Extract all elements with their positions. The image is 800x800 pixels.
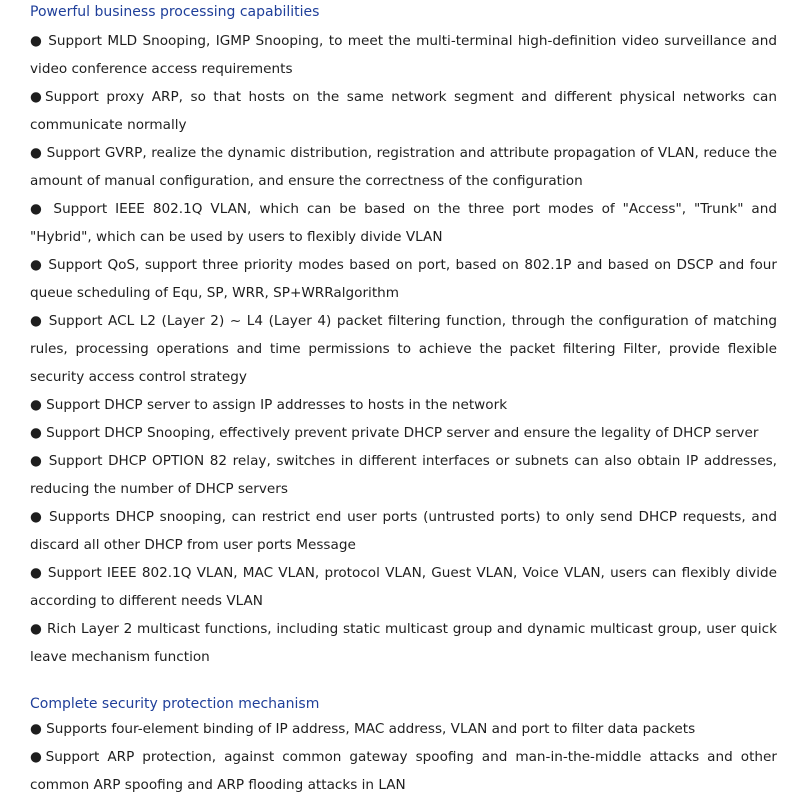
bullet-item: ● Support GVRP, realize the dynamic distribution, registration and attribute propagation of VLAN, reduce the amount of manual configuration, and ensure the correctness of the configuration — [30, 145, 777, 189]
bullet-item: ● Support MLD Snooping, IGMP Snooping, to meet the multi-terminal high-definition video surveillance and video conference access requirements — [30, 33, 777, 77]
section-title: Complete security protection mechanism — [30, 696, 320, 712]
bullet-item: ● Supports four-element binding of IP address, MAC address, VLAN and port to filter data packets — [30, 721, 696, 737]
bullet-item: ● Support ACL L2 (Layer 2) ~ L4 (Layer 4) packet filtering function, through the configuration of matching rules, processing operations and time permissions to achieve the packet filtering Filter, provide flexible security access control strategy — [30, 313, 777, 385]
bullet-item: ● Support IEEE 802.1Q VLAN, MAC VLAN, protocol VLAN, Guest VLAN, Voice VLAN, users can flexibly divide according to different needs VLAN — [30, 565, 777, 609]
bullet-item: ● Support QoS, support three priority modes based on port, based on 802.1P and based on DSCP and four queue scheduling of Equ, SP, WRR, SP+WRRalgorithm — [30, 257, 777, 301]
bullet-item: ● Support DHCP Snooping, effectively prevent private DHCP server and ensure the legality of DHCP server — [30, 425, 759, 441]
section-title: Powerful business processing capabilities — [30, 4, 320, 20]
bullet-item: ● Support DHCP OPTION 82 relay, switches in different interfaces or subnets can also obtain IP addresses, reducing the number of DHCP servers — [30, 453, 777, 497]
bullet-item: ● Support IEEE 802.1Q VLAN, which can be based on the three port modes of "Access", "Trunk" and "Hybrid", which can be used by users to flexibly divide VLAN — [30, 201, 777, 245]
bullet-item: ● Supports DHCP snooping, can restrict end user ports (untrusted ports) to only send DHCP requests, and discard all other DHCP from user ports Message — [30, 509, 777, 553]
section-business-processing — [30, 0, 777, 671]
bullet-item: ● Support DHCP server to assign IP addresses to hosts in the network — [30, 397, 508, 413]
bullet-item: ●Support ARP protection, against common gateway spoofing and man-in-the-middle attacks and other common ARP spoofing and ARP flooding attacks in LAN — [30, 749, 777, 793]
bullet-item: ● Rich Layer 2 multicast functions, including static multicast group and dynamic multicast group, user quick leave mechanism function — [30, 621, 777, 665]
section-security-protection — [30, 693, 777, 799]
bullet-item: ●Support proxy ARP, so that hosts on the same network segment and different physical networks can communicate normally — [30, 89, 777, 133]
